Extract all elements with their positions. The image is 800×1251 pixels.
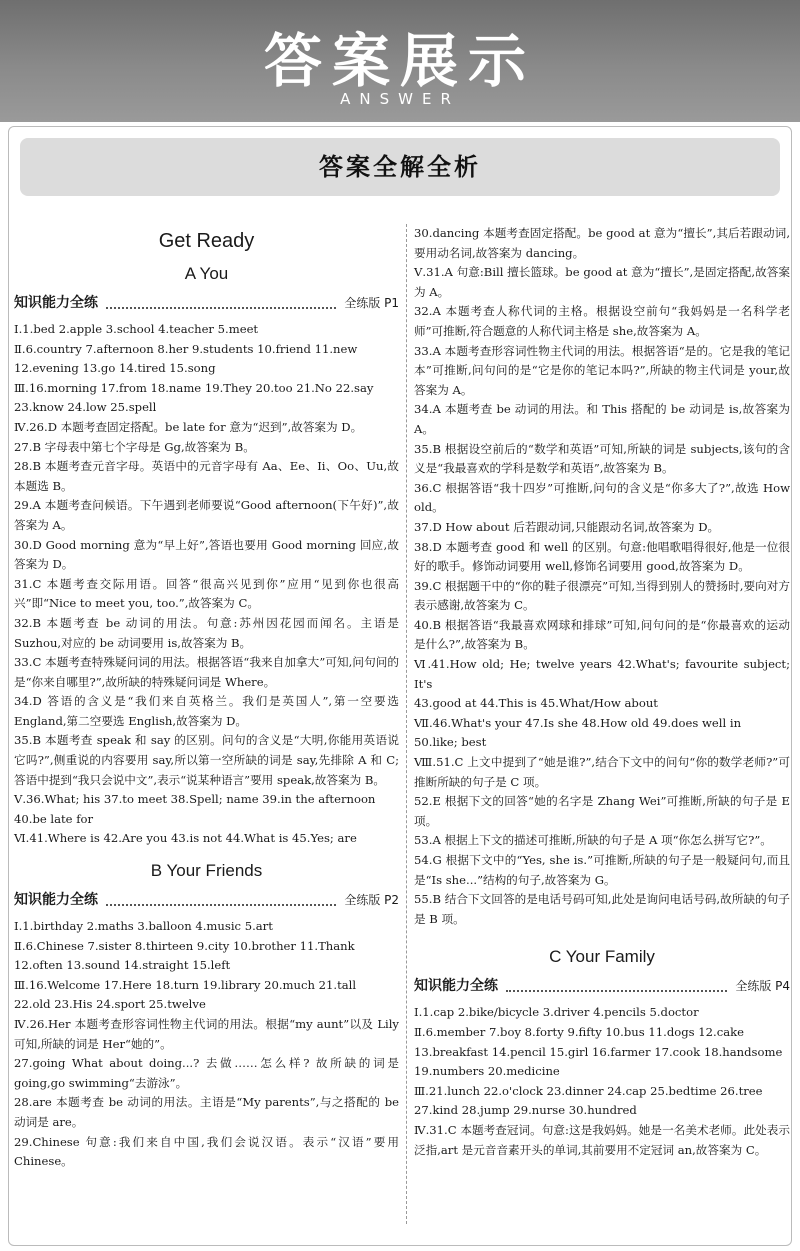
answer-line: 36.C 根据答语“我十四岁”可推断,问句的含义是“你多大了?”,故选 How old。 bbox=[414, 480, 790, 515]
answer-line: 35.B 根据设空前后的“数学和英语”可知,所缺的词是 subjects,该句的含义是“我最喜欢的学科是数学和英语”,故答案为 B。 bbox=[414, 441, 790, 476]
answer-line: Ⅰ.1.cap 2.bike/bicycle 3.driver 4.pencils 5.doctor bbox=[414, 1005, 699, 1020]
header-banner bbox=[0, 0, 800, 122]
answer-line: Ⅲ.21.lunch 22.o'clock 23.dinner 24.cap 25.bedtime 26.tree bbox=[414, 1083, 763, 1098]
section-header-label: 知识能力全练 bbox=[14, 295, 98, 311]
answer-line: 29.A 本题考查问候语。下午遇到老师要说“Good afternoon(下午好)”,故答案为 A。 bbox=[14, 498, 399, 532]
answer-line: 37.D How about 后若跟动词,只能跟动名词,故答案为 D。 bbox=[414, 519, 720, 534]
answer-line: Ⅲ.16.morning 17.from 18.name 19.They 20.too 21.No 22.say bbox=[14, 380, 374, 395]
answer-line: 22.old 23.His 24.sport 25.twelve bbox=[14, 997, 206, 1012]
header-subtitle: ANSWER bbox=[340, 90, 460, 108]
answer-line: Ⅳ.26.Her 本题考查形容词性物主代词的用法。根据“my aunt”以及 Lily 可知,所缺的词是 Her“她的”。 bbox=[14, 1017, 399, 1051]
answer-line: 19.numbers 20.medicine bbox=[414, 1064, 560, 1079]
answer-line: 27.B 字母表中第七个字母是 Gg,故答案为 B。 bbox=[14, 439, 255, 454]
page-title: 答案全解全析 bbox=[20, 138, 780, 196]
section-header-c bbox=[414, 975, 790, 997]
answer-line: 38.D 本题考查 good 和 well 的区别。句意:他唱歌唱得很好,他是一位很好的歌手。修饰动词要用 well,修饰名词要用 good,故答案为 D。 bbox=[414, 539, 790, 574]
answer-line: 27.kind 28.jump 29.nurse 30.hundred bbox=[414, 1103, 637, 1118]
answer-line: 29.Chinese 句意:我们来自中国,我们会说汉语。表示“汉语”要用 Chinese。 bbox=[14, 1134, 399, 1169]
dot-leader bbox=[506, 980, 727, 992]
section-edition: 全练版 P1 bbox=[344, 296, 399, 310]
answer-line: 53.A 根据上下文的描述可推断,所缺的句子是 A 项“你怎么拼写它?”。 bbox=[414, 833, 772, 848]
answer-line: 39.C 根据题干中的“你的鞋子很漂亮”可知,当得到别人的赞扬时,要向对方表示感谢,故答案为 C。 bbox=[414, 578, 790, 613]
answer-line: Ⅷ.51.C 上文中提到了“她是谁?”,结合下文中的问句“你的数学老师?”可推断所缺的句子是 C 项。 bbox=[414, 755, 790, 789]
column-divider bbox=[406, 224, 407, 1224]
answer-line: Ⅰ.1.birthday 2.maths 3.balloon 4.music 5.art bbox=[14, 919, 273, 934]
answer-line: Ⅵ.41.Where is 42.Are you 43.is not 44.What is 45.Yes; are bbox=[14, 831, 357, 846]
answers-b bbox=[14, 917, 399, 1172]
answer-line: 33.C 本题考查特殊疑问词的用法。根据答语“我来自加拿大”可知,问句问的是“你来自哪里?”,故所缺的特殊疑问词是 Where。 bbox=[14, 655, 399, 689]
answer-line: Ⅲ.16.Welcome 17.Here 18.turn 19.library 20.much 21.tall bbox=[14, 977, 357, 992]
section-header-b bbox=[14, 889, 399, 911]
answer-line: Ⅴ.31.A 句意:Bill 擅长篮球。be good at 意为“擅长”,是固定搭配,故答案为 A。 bbox=[414, 265, 790, 299]
answer-line: 54.G 根据下文中的“Yes, she is.”可推断,所缺的句子是一般疑问句,而且是“Is she...”结构的句子,故答案为 G。 bbox=[414, 853, 790, 887]
section-edition: 全练版 P2 bbox=[344, 893, 399, 908]
answer-line: 52.E 根据下文的回答“她的名字是 Zhang Wei”可推断,所缺的句子是 E 项。 bbox=[414, 794, 790, 828]
answer-line: 12.often 13.sound 14.straight 15.left bbox=[14, 958, 231, 973]
answer-line: Ⅵ.41.How old; He; twelve years 42.What's; favourite subject; It's bbox=[414, 657, 790, 691]
answer-line: Ⅳ.31.C 本题考查冠词。句意:这是我妈妈。她是一名美术老师。此处表示泛指,art 是元音音素开头的单词,其前要用不定冠词 an,故答案为 C。 bbox=[414, 1122, 790, 1157]
answer-line: 31.C 本题考查交际用语。回答“很高兴见到你”应用“见到你也很高兴”即“Nice to meet you, too.”,故答案为 C。 bbox=[14, 576, 399, 611]
right-column bbox=[414, 224, 790, 1160]
answer-line: 55.B 结合下文回答的是电话号码可知,此处是询问电话号码,故所缺的句子是 B 项。 bbox=[414, 892, 790, 926]
section-title-b: B Your Friends bbox=[150, 861, 263, 881]
answer-line: 34.D 答语的含义是“我们来自英格兰。我们是英国人”,第一空要选 England,第二空要选 English,故答案为 D。 bbox=[14, 694, 399, 728]
answer-line: Ⅰ.1.bed 2.apple 3.school 4.teacher 5.meet bbox=[14, 322, 259, 336]
answer-line: Ⅳ.26.D 本题考查固定搭配。be late for 意为“迟到”,故答案为 D。 bbox=[14, 419, 363, 434]
answer-line: Ⅴ.36.What; his 37.to meet 38.Spell; name 39.in the afternoon bbox=[14, 792, 376, 807]
answer-line: 13.breakfast 14.pencil 15.girl 16.farmer 17.cook 18.handsome bbox=[414, 1044, 783, 1059]
unit-title: Get Ready bbox=[158, 230, 255, 252]
section-title-a: A You bbox=[184, 264, 229, 283]
answers-c bbox=[414, 1003, 790, 1160]
answer-line: 27.going What about doing...? 去做……怎么样? 故所缺的词是 going,go swimming“去游泳”。 bbox=[14, 1056, 399, 1090]
answer-line: 12.evening 13.go 14.tired 15.song bbox=[14, 361, 216, 376]
header-title: 答案展示 bbox=[263, 27, 536, 95]
answer-line: 28.B 本题考查元音字母。英语中的元音字母有 Aa、Ee、Ii、Oo、Uu,故本题选 B。 bbox=[14, 459, 399, 493]
answer-line: 50.like; best bbox=[414, 735, 487, 750]
answer-line: 33.A 本题考查形容词性物主代词的用法。根据答语“是的。它是我的笔记本”可推断,问句问的是“它是你的笔记本吗?”,所缺的物主代词是 your,故答案为 A。 bbox=[414, 343, 790, 397]
answer-line: 32.A 本题考查人称代词的主格。根据设空前句“我妈妈是一名科学老师”可推断,符合题意的人称代词主格是 she,故答案为 A。 bbox=[414, 304, 790, 338]
section-title-c: C Your Family bbox=[549, 947, 655, 967]
answers-b-continued bbox=[414, 224, 790, 929]
section-header-a bbox=[14, 292, 399, 314]
answer-line: 40.be late for bbox=[14, 811, 94, 826]
answer-line: 28.are 本题考查 be 动词的用法。主语是“My parents”,与之搭配的 be 动词是 are。 bbox=[14, 1095, 399, 1129]
left-column bbox=[14, 224, 399, 1172]
answer-line: Ⅱ.6.member 7.boy 8.forty 9.fifty 10.bus 11.dogs 12.cake bbox=[414, 1024, 745, 1039]
section-header-label: 知识能力全练 bbox=[414, 978, 498, 995]
section-header-label: 知识能力全练 bbox=[14, 892, 98, 909]
answer-line: 34.A 本题考查 be 动词的用法。和 This 搭配的 be 动词是 is,故答案为 A。 bbox=[414, 402, 790, 436]
answers-a bbox=[14, 320, 399, 849]
answer-line: 30.D Good morning 意为“早上好”,答语也要用 Good morning 回应,故答案为 D。 bbox=[14, 537, 399, 572]
answer-line: Ⅱ.6.country 7.afternoon 8.her 9.students 10.friend 11.new bbox=[14, 341, 358, 356]
dot-leader bbox=[106, 297, 336, 309]
answer-line: 35.B 本题考查 speak 和 say 的区别。问句的含义是“大明,你能用英语说它吗?”,侧重说的内容要用 say,所以第一空所缺的词是 say,先排除 A 和 C;答语中提到“我只会说中文”,表示“说某种语言”要用 speak,故答案为 B。 bbox=[14, 733, 399, 787]
answer-line: 40.B 根据答语“我最喜欢网球和排球”可知,问句问的是“你最喜欢的运动是什么?”,故答案为 B。 bbox=[414, 617, 790, 652]
answer-line: 32.B 本题考查 be 动词的用法。句意:苏州因花园而闻名。主语是 Suzhou,对应的 be 动词要用 is,故答案为 B。 bbox=[14, 615, 399, 650]
answer-line: Ⅱ.6.Chinese 7.sister 8.thirteen 9.city 10.brother 11.Thank bbox=[14, 938, 355, 953]
answer-line: 23.know 24.low 25.spell bbox=[14, 400, 157, 415]
dot-leader bbox=[106, 894, 336, 906]
answer-line: 30.dancing 本题考查固定搭配。be good at 意为“擅长”,其后若跟动词,要用动名词,故答案为 dancing。 bbox=[414, 226, 790, 260]
answer-line: Ⅶ.46.What's your 47.Is she 48.How old 49.does well in bbox=[414, 715, 742, 730]
answer-line: 43.good at 44.This is 45.What/How about bbox=[414, 696, 658, 711]
section-edition: 全练版 P4 bbox=[735, 979, 790, 994]
